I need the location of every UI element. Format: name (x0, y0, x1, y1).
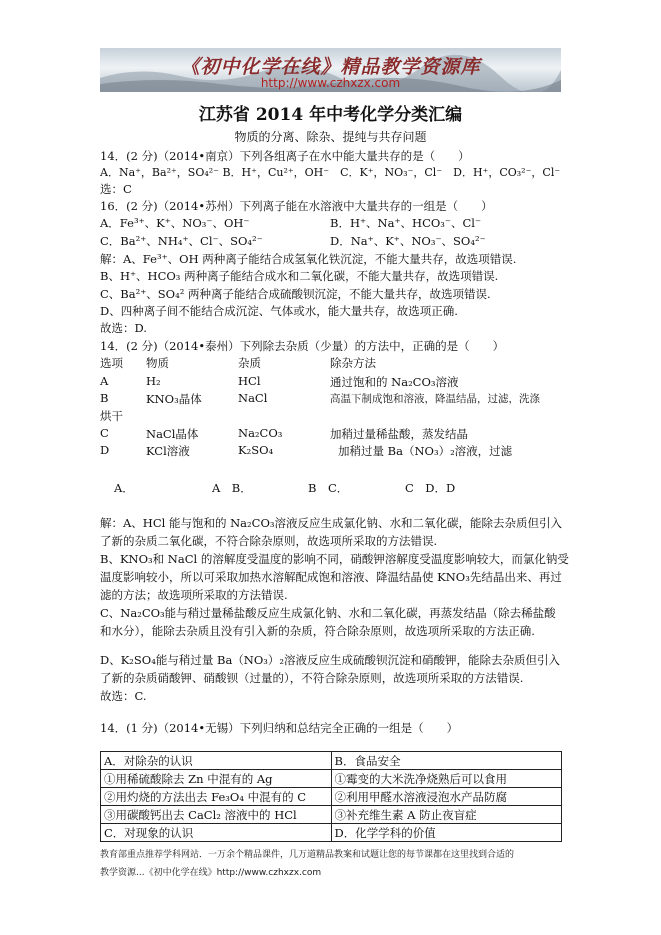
footer-line: 教育部重点推荐学科网站．一万余个精品课件，几万道精品教案和试题让您的每节课都在这里找到合适的 (100, 850, 515, 860)
banner-title: 《初中化学在线》精品教学资源库 (180, 56, 481, 78)
table-row (101, 752, 562, 770)
q3-header-option: 选项 (100, 356, 123, 370)
table-cell: ③用碳酸钙出去 CaCl₂ 溶液中的 HCl (101, 806, 332, 824)
q3-row-c-method: 加稍过量稀盐酸，蒸发结晶 (330, 427, 468, 441)
q3-stem: 14．(2 分)（2014•泰州）下列除去杂质（少量）的方法中，正确的是（ ） (100, 339, 505, 353)
q1-options: A．Na⁺，Ba²⁺，SO₄²⁻ B．H⁺，Cu²⁺，OH⁻ C．K⁺，NO₃⁻，Cl⁻ D．H⁺，CO₃²⁻，Cl⁻ (100, 166, 561, 179)
table-cell: ②利用甲醛水溶液浸泡水产品防腐 (331, 788, 562, 806)
q3-choice: C D．D (405, 481, 456, 495)
q3-explanation-line: C、Na₂CO₃能与稍过量稀盐酸反应生成氯化钠、水和二氧化碳，再蒸发结晶（除去稀盐酸 (100, 606, 556, 620)
q3-explanation-line: 了新的杂质硝酸钾、硝酸钡（过量的），不符合除杂原则，故选项所采取的方法错误. (100, 671, 524, 685)
q3-row-d-impurity: K₂SO₄ (238, 443, 274, 457)
q3-row-c-label: C (100, 426, 109, 440)
q3-row-c-impurity: Na₂CO₃ (238, 426, 283, 440)
q4-comparison-table (100, 751, 562, 842)
q2-explanation-line: B、H⁺、HCO₃ 两种离子能结合成水和二氧化碳，不能大量共存，故选项错误. (100, 269, 499, 283)
q3-choice: A． (114, 481, 134, 495)
table-row (101, 788, 562, 806)
q3-explanation-line: 滤的方法；故选项所采取的方法错误. (100, 588, 288, 602)
q3-row-b-label: B (100, 391, 109, 405)
q1-answer: 选：C (100, 182, 132, 196)
table-row (101, 824, 562, 842)
q3-row-b-substance: KNO₃晶体 (146, 392, 202, 406)
q3-row-b-method: 高温下制成饱和溶液，降温结晶，过滤，洗涤 (330, 393, 540, 405)
q2-explanation-line: 故选：D. (100, 321, 147, 335)
q3-row-b-impurity: NaCl (238, 391, 268, 405)
table-cell: ②用灼烧的方法出去 Fe₃O₄ 中混有的 C (101, 788, 332, 806)
q3-row-d-method: 加稍过量 Ba（NO₃）₂溶液，过滤 (338, 444, 513, 458)
q2-option-b: B．H⁺、Na⁺、HCO₃⁻、Cl⁻ (330, 216, 482, 230)
q3-header-method: 除杂方法 (330, 356, 376, 370)
footer-line[interactable]: 教学资源...《初中化学在线》http://www.czhxzx.com (100, 868, 322, 878)
site-banner (100, 48, 561, 92)
q2-explanation-line: 解：A、Fe³⁺、OH 两种离子能结合成氢氧化铁沉淀，不能大量共存，故选项错误. (100, 252, 517, 266)
q3-row-a-label: A (100, 374, 109, 388)
table-cell: A．对除杂的认识 (101, 752, 332, 770)
table-row (101, 806, 562, 824)
banner-url-link[interactable]: http://www.czhxzx.com (260, 76, 401, 90)
q3-explanation-line: 解：A、HCl 能与饱和的 Na₂CO₃溶液反应生成氯化钠、水和二氧化碳，能除去杂质但引入 (100, 516, 562, 530)
q2-explanation-line: D、四种离子间不能结合成沉淀、气体或水，能大量共存，故选项正确. (100, 304, 458, 318)
q2-option-c: C．Ba²⁺、NH₄⁺、Cl⁻、SO₄²⁻ (100, 234, 263, 248)
q3-explanation-line: 温度影响较小，所以可采取加热水溶解配成饱和溶液、降温结晶使 KNO₃先结晶出来、再过 (100, 570, 562, 584)
document-subtitle: 物质的分离、除杂、提纯与共存问题 (234, 130, 427, 144)
table-cell: ①用稀硫酸除去 Zn 中混有的 Ag (101, 770, 332, 788)
q3-header-impurity: 杂质 (238, 356, 261, 370)
q3-row-d-label: D (100, 443, 110, 457)
q3-row-b-wrap: 烘干 (100, 409, 123, 423)
q3-row-d-substance: KCl溶液 (146, 444, 190, 458)
document-title: 江苏省 2014 年中考化学分类汇编 (198, 105, 463, 125)
q4-stem: 14．(1 分)（2014•无锡）下列归纳和总结完全正确的一组是（ ） (100, 721, 459, 735)
q3-row-a-method: 通过饱和的 Na₂CO₃溶液 (330, 375, 459, 389)
table-cell: D．化学学科的价值 (331, 824, 562, 842)
q2-option-a: A．Fe³⁺、K⁺、NO₃⁻、OH⁻ (100, 216, 250, 230)
table-cell: B．食品安全 (331, 752, 562, 770)
q2-explanation-line: C、Ba²⁺、SO₄² 两种离子能结合成硫酸钡沉淀，不能大量共存，故选项错误. (100, 287, 491, 301)
q3-choice: A B． (212, 481, 252, 495)
q3-explanation-line: 故选：C. (100, 689, 147, 703)
table-cell: ①霉变的大米洗净烧熟后可以食用 (331, 770, 562, 788)
q3-explanation-line: 了新的杂质二氧化碳，不符合除杂原则，故选项所采取的方法错误. (100, 534, 438, 548)
table-cell: ③补充维生素 A 防止夜盲症 (331, 806, 562, 824)
page-footer (100, 846, 565, 882)
q3-header-substance: 物质 (146, 356, 169, 370)
q3-explanation-line: D、K₂SO₄能与稍过量 Ba（NO₃）₂溶液反应生成硫酸钡沉淀和硝酸钾，能除去杂质但引入 (100, 653, 561, 667)
table-cell: C．对现象的认识 (101, 824, 332, 842)
q1-stem: 14．(2 分)（2014•南京）下列各组离子在水中能大量共存的是（ ） (100, 149, 470, 163)
q3-row-c-substance: NaCl晶体 (146, 427, 199, 441)
table-row (101, 770, 562, 788)
q3-explanation-line: 和水分），能除去杂质且没有引入新的杂质，符合除杂原则，故选项所采取的方法正确. (100, 624, 535, 638)
q3-row-a-substance: H₂ (146, 374, 161, 388)
q3-row-a-impurity: HCl (238, 374, 261, 388)
q3-choice: B C． (308, 481, 349, 495)
q2-stem: 16．(2 分)（2014•苏州）下列离子能在水溶液中大量共存的一组是（ ） (100, 199, 493, 213)
q2-option-d: D．Na⁺、K⁺、NO₃⁻、SO₄²⁻ (330, 234, 486, 248)
q3-explanation-line: B、KNO₃和 NaCl 的溶解度受温度的影响不同，硝酸钾溶解度受温度影响较大，而氯化钠受 (100, 552, 569, 566)
